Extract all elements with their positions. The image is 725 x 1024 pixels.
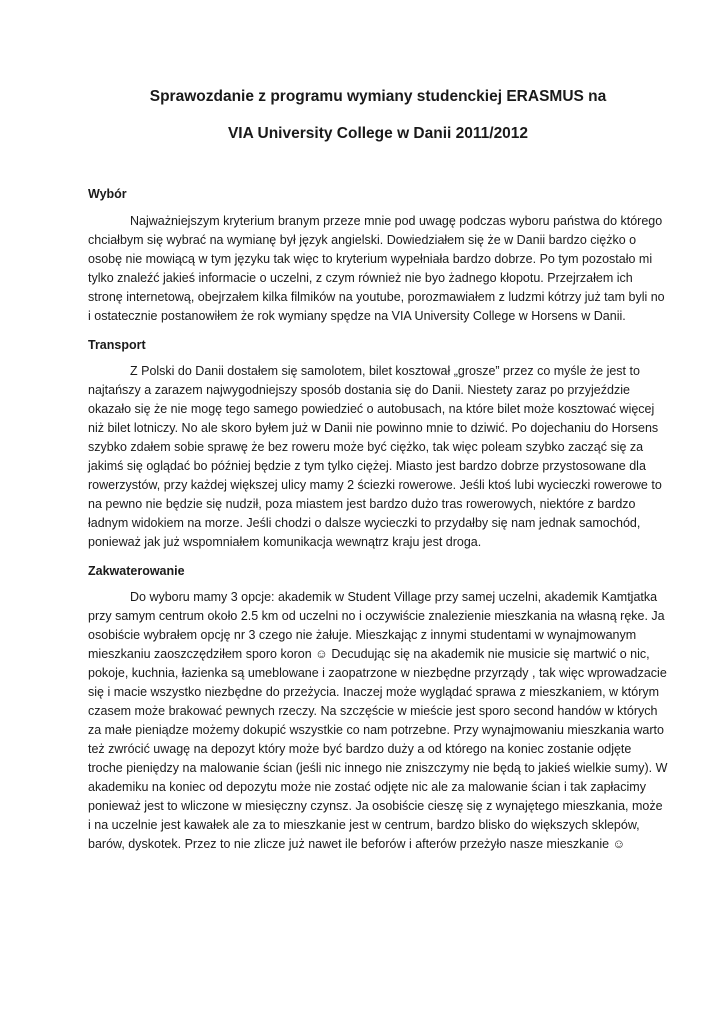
document-title-line-2: VIA University College w Danii 2011/2012 <box>227 125 529 142</box>
section-paragraph-transport: Z Polski do Danii dostałem się samolotem, bilet kosztował „grosze” przez co myśle że jest to najtańszy a zarazem najwygodniejszy sposób dostania się do Danii. Niestety zaraz po przyjeździe okazało się że nie mogę tego samego powiedzieć o autobusach, na które bilet może kosztować więcej niż bilet lotniczy. No ale skoro byłem już w Danii nie powinno mnie to dziwić. Po dojechaniu do Horsens szybko zdałem sobie sprawę że bez roweru może być ciężko, tak więc poleam szybko zacząć się za jakimś się oglądać bo później będzie z tym tylko ciężej. Miasto jest bardzo dobrze przystosowane dla rowerzystów, przy każdej większej ulicy mamy 2 ściezki rowerowe. Jeśli ktoś lubi wycieczki rowerowe to na pewno nie będzie się nudził, poza miastem jest bardzo dużo tras rowerowych, niektóre z bardzo ładnym widokiem na morze. Jeśli chodzi o dalsze wycieczki to przydałby się nam jednak samochód, ponieważ jak już wspomniałem komunikacja wewnątrz kraju jest droga. <box>88 364 662 549</box>
section-heading-zakwaterowanie: Zakwaterowanie <box>88 564 185 578</box>
section-heading-wybor: Wybór <box>88 187 127 201</box>
section-heading-transport: Transport <box>88 338 146 352</box>
section-paragraph-zakwaterowanie: Do wyboru mamy 3 opcje: akademik w Student Village przy samej uczelni, akademik Kamtjatka przy samym centrum około 2.5 km od uczelni no i oczywiście znalezienie mieszkania na własną ręke. Ja osobiście wybrałem opcję nr 3 czego nie żałuje. Mieszkając z innymi studentami w wynajmowanym mieszkaniu zaoszczędziłem sporo koron ☺ Decudując się na akademik nie musicie się martwić o nic, pokoje, kuchnia, łazienka są umeblowane i zaopatrzone w niezbędne przyrządy , tak więc wprowadzacie się i macie wszystko niezbędne do przeżycia. Inaczej może wyglądać sprawa z mieszkaniem, w którym czasem może brakować pewnych rzeczy. Na szczęście w mieście jest sporo second handów w których za małe pieniądze możemy dokupić wszystkie co nam potrzebne. Przy wynajmowaniu mieszkania warto też zwrócić uwagę na depozyt który może być bardzo duży a od którego na koniec zostanie odjęte troche pieniędzy na malowanie ścian (jeśli nic innego nie zniszczymy nie będą to jakieś wielkie sumy). W akademiku na koniec od depozytu może nie zostać odjęte nic ale za malowanie ścian i tak zapłacimy ponieważ jest to wliczone w miesięczny czynsz. Ja osobiście cieszę się z wynajętego mieszkania, może i na uczelnie jest kawałek ale za to mieszkanie jest w centrum, bardzo blisko do większych sklepów, barów, dyskotek. Przez to nie zlicze już nawet ile beforów i afterów przeżyło nasze mieszkanie ☺ <box>88 590 668 851</box>
document-title-line-1: Sprawozdanie z programu wymiany studenckiej ERASMUS na <box>149 88 607 105</box>
document-page <box>88 86 668 854</box>
section-paragraph-wybor: Najważniejszym kryterium branym przeze mnie pod uwagę podczas wyboru państwa do którego chciałbym się wybrać na wymianę był język angielski. Dowiedziałem się że w Danii bardzo ciężko o osobę nie mowiącą w tym języku tak więc to kryterium wypełniała bardzo dobrze. Po tym pozostało mi tylko znaleźć jakieś informacie o uczelni, z czym również nie byo żadnego kłopotu. Przejrzałem ich stronę internetową, obejrzałem kilka filmików na youtube, porozmawiałem z ludzmi kótrzy już tam byli no i ostatecznie postanowiłem że rok wymiany spędze na VIA University College w Horsens w Danii. <box>88 214 665 323</box>
